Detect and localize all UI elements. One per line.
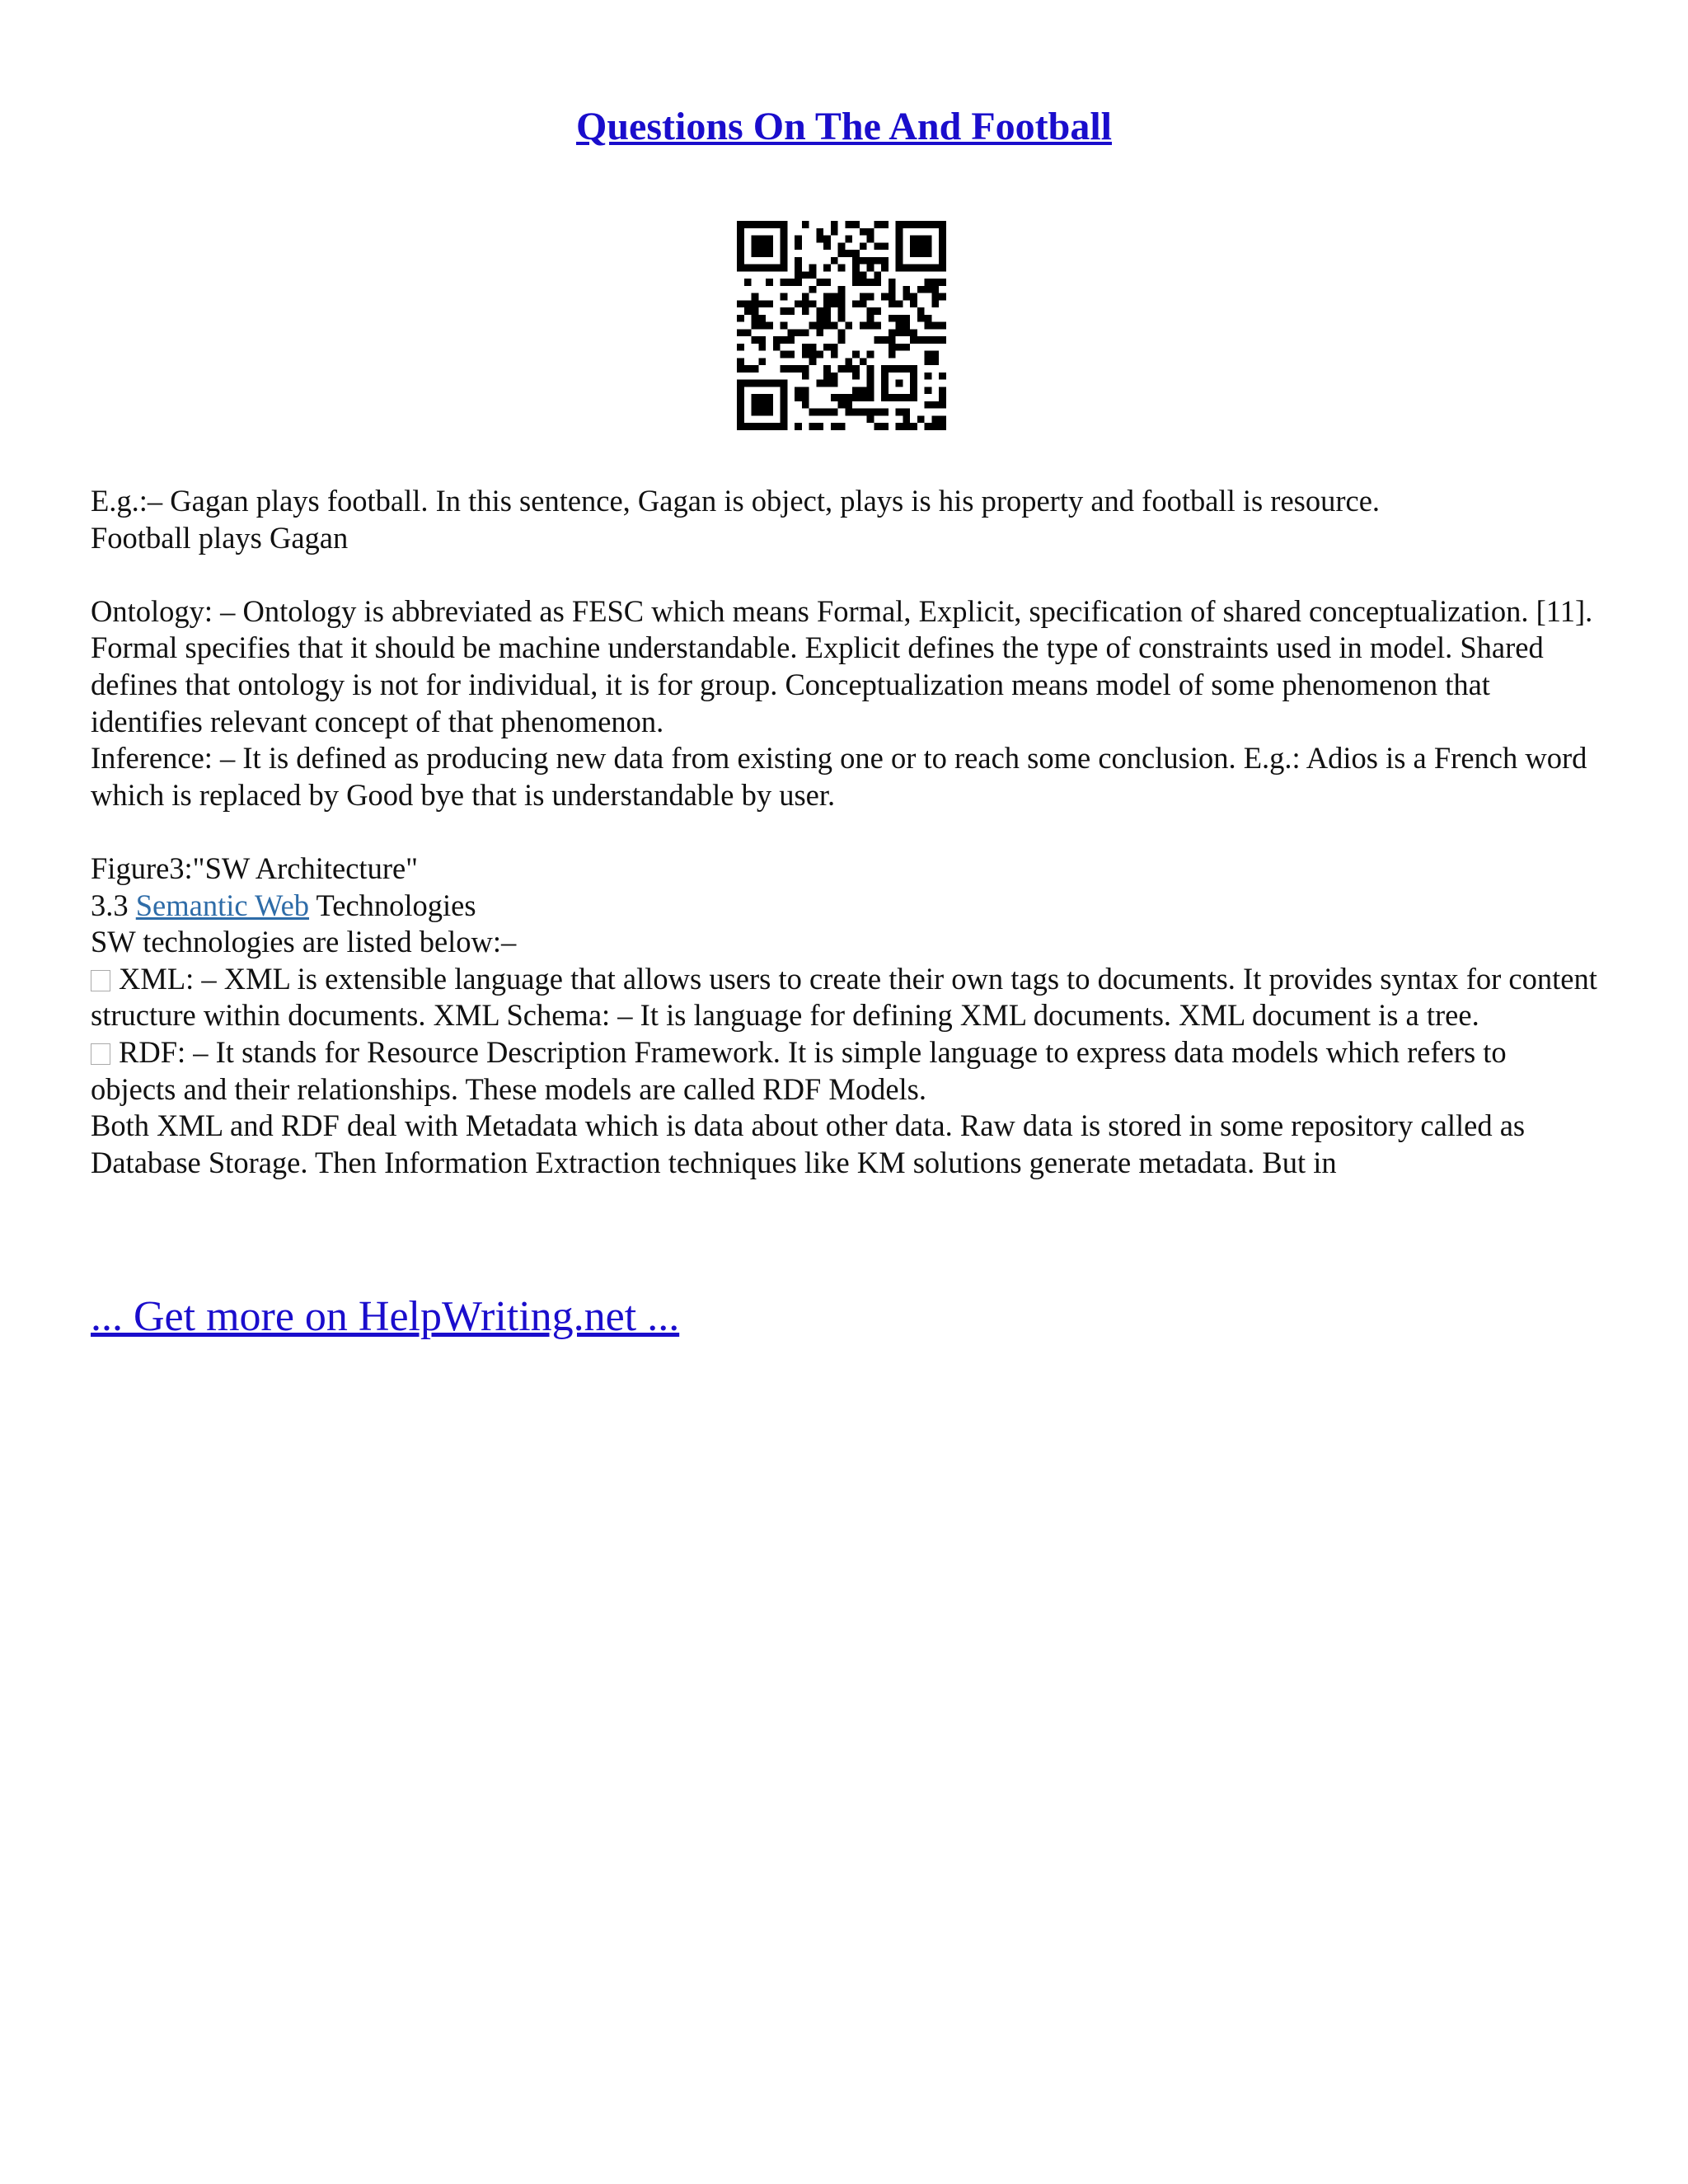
missing-glyph-icon	[91, 1043, 110, 1065]
paragraph-formal: Formal specifies that it should be machine understandable. Explicit defines the type of constraints used in model. Shared defines that ontology is not for individual, it is for group. Conceptualization means model of some phenomenon that identifies relevant concept of that phenomenon.	[91, 630, 1544, 738]
document-body	[91, 483, 1599, 1181]
paragraph-metadata: Both XML and RDF deal with Metadata which is data about other data. Raw data is stored in some repository called as Database Storage. Then Information Extraction techniques like KM solutions generate metadata. But in	[91, 1108, 1526, 1179]
document-title-link[interactable]: Questions On The And Football	[576, 105, 1112, 148]
paragraph-example: E.g.:– Gagan plays football. In this sentence, Gagan is object, plays is his property and football is resource.	[91, 484, 1381, 518]
paragraph-technologies-intro: SW technologies are listed below:–	[91, 925, 517, 959]
paragraph-ontology: Ontology: – Ontology is abbreviated as FESC which means Formal, Explicit, specification of shared conceptualization. [11].	[91, 593, 1593, 628]
section-number: 3.3	[91, 888, 136, 922]
section-heading	[91, 888, 1599, 925]
list-item-xml-text: XML: – XML is extensible language that allows users to create their own tags to documents. It provides syntax for content structure within documents. XML Schema: – It is language for defining XML documents. XML document is a tree.	[91, 961, 1597, 1033]
paragraph-example-reversed: Football plays Gagan	[91, 520, 349, 555]
paragraph-inference: Inference: – It is defined as producing new data from existing one or to reach some conclusion. E.g.: Adios is a French word which is replaced by Good bye that is understandable by user.	[91, 741, 1587, 812]
qr-code-icon	[737, 221, 946, 430]
list-item-xml	[91, 961, 1599, 1034]
figure-caption: Figure3:"SW Architecture"	[91, 851, 419, 885]
get-more-link[interactable]: ... Get more on HelpWriting.net ...	[91, 1293, 680, 1340]
list-item-rdf	[91, 1034, 1599, 1108]
semantic-web-link[interactable]: Semantic Web	[135, 888, 310, 922]
missing-glyph-icon	[91, 970, 110, 991]
list-item-rdf-text: RDF: – It stands for Resource Description Framework. It is simple language to express data models which refers to objects and their relationships. These models are called RDF Models.	[91, 1034, 1507, 1106]
section-heading-rest: Technologies	[309, 888, 476, 922]
